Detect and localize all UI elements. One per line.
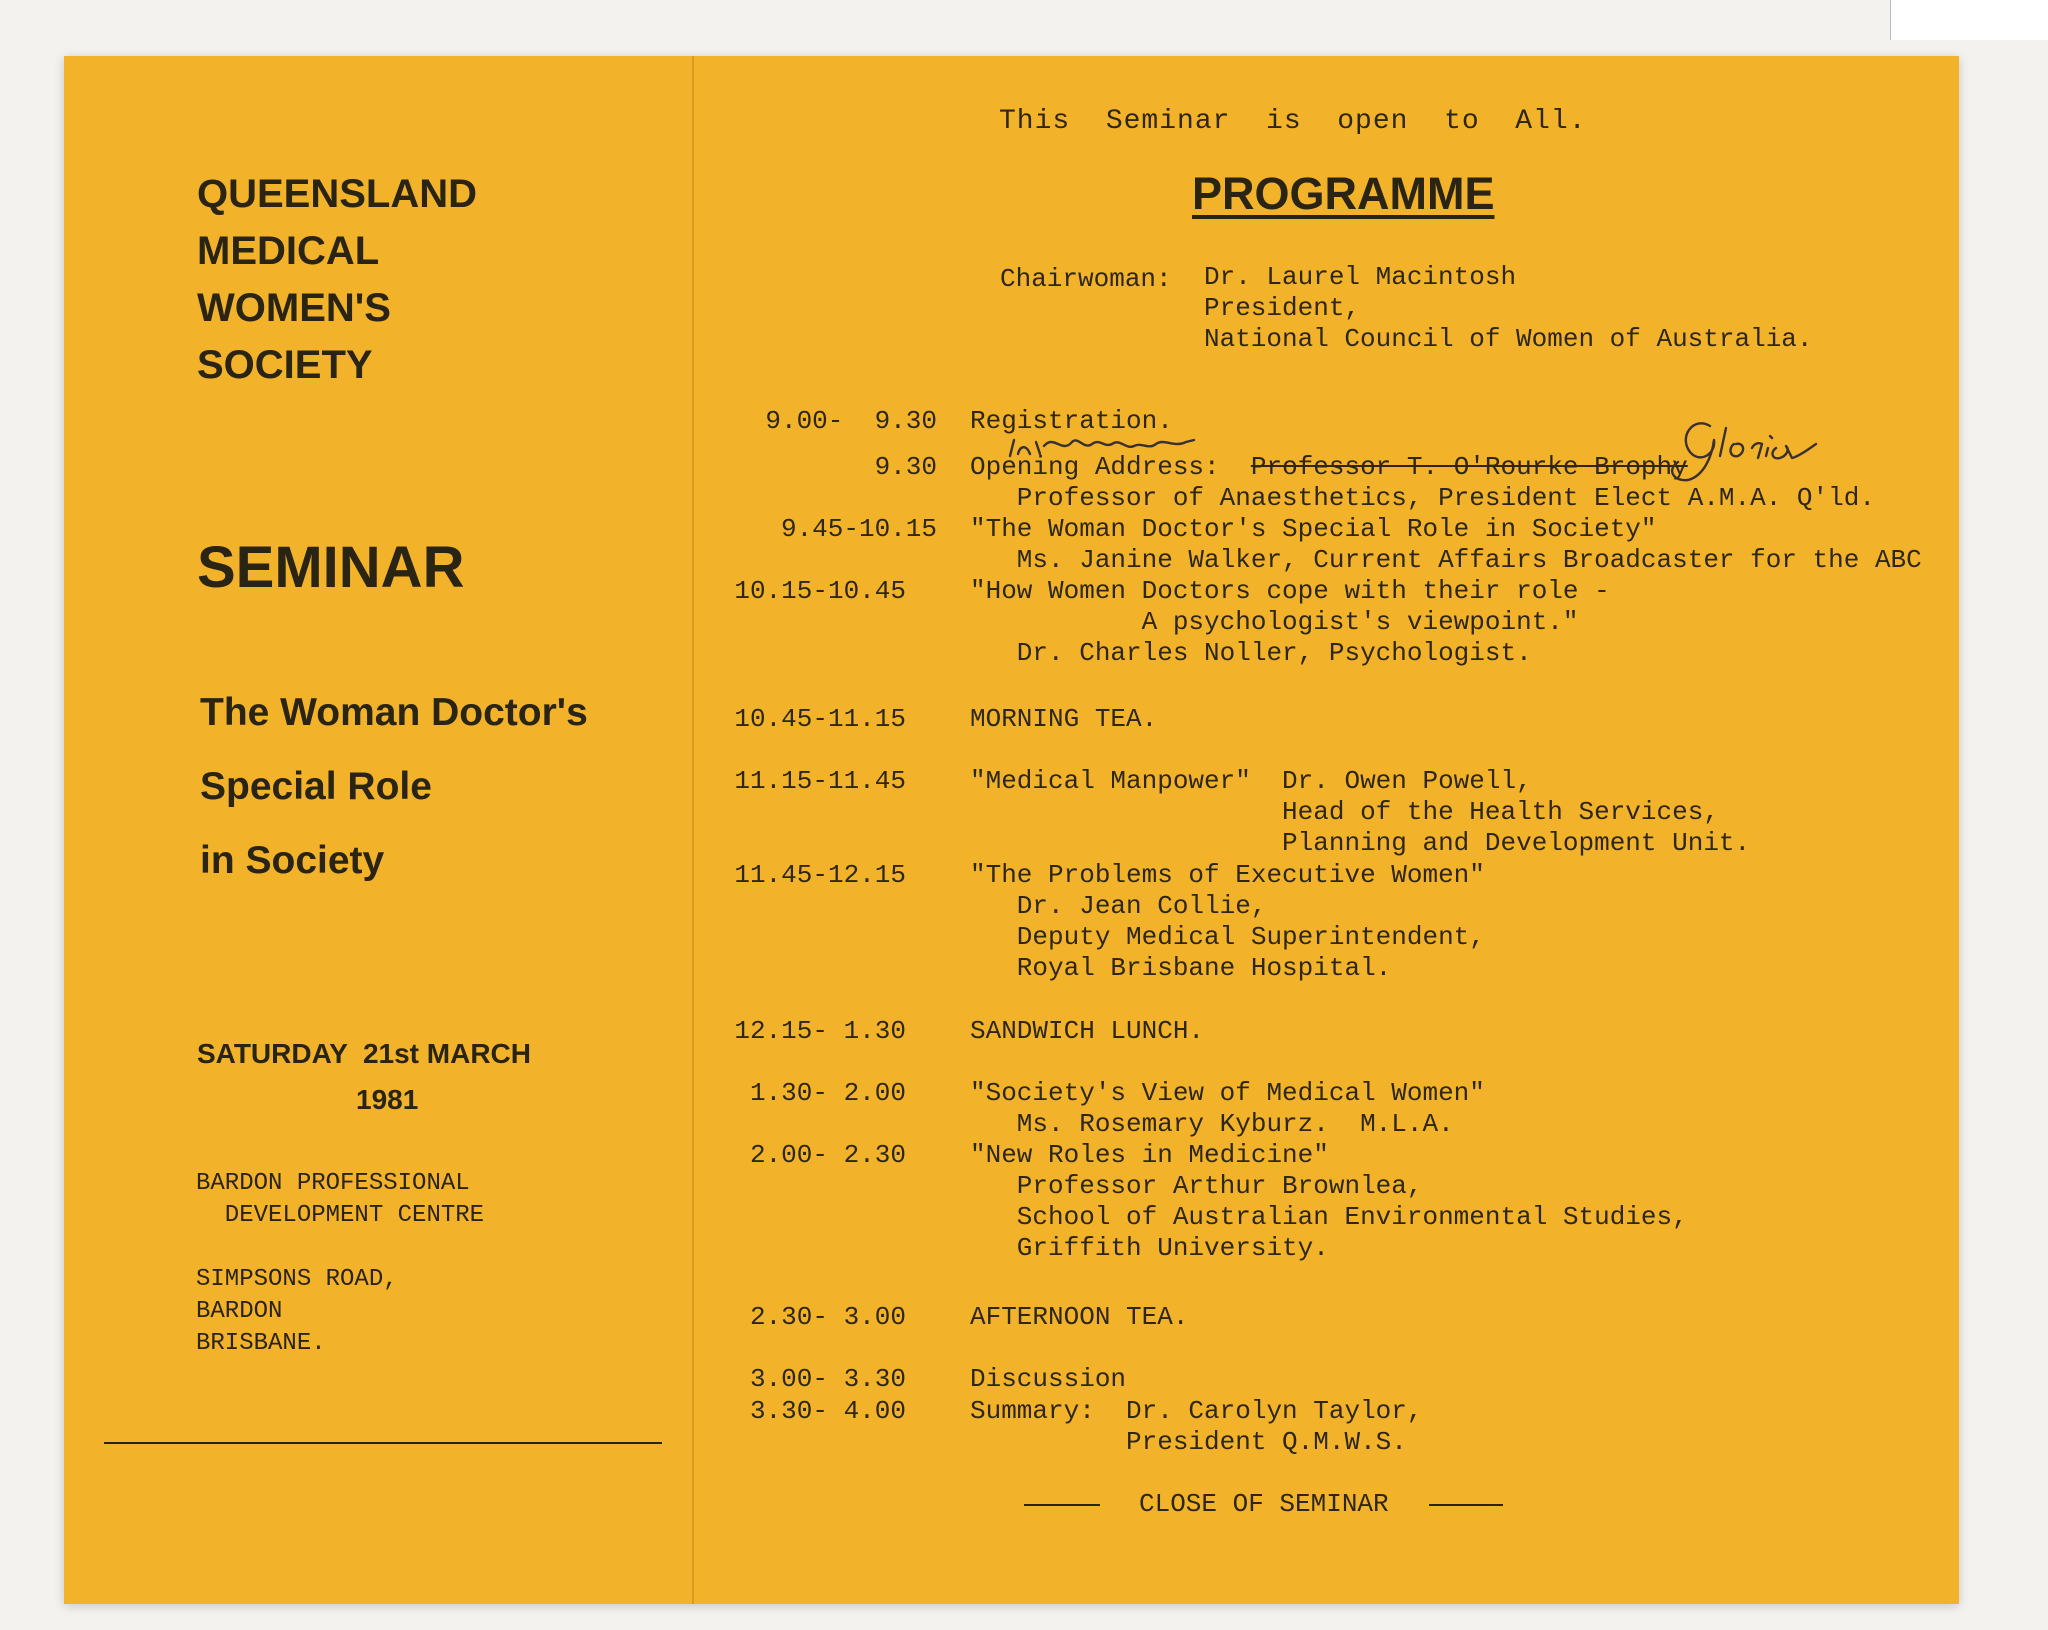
schedule-item: "The Woman Doctor's Special Role in Society" Ms. Janine Walker, Current Affairs Broadcaster for the ABC xyxy=(970,514,1922,575)
schedule-time: 2.30- 3.00 xyxy=(749,1302,906,1332)
background-edge xyxy=(1890,0,2048,40)
venue: BARDON PROFESSIONAL DEVELOPMENT CENTRE xyxy=(196,1170,485,1229)
schedule-time: 12.15- 1.30 xyxy=(734,1016,906,1046)
year-line: 1981 xyxy=(356,1084,419,1115)
schedule-time: 9.30 xyxy=(874,452,937,482)
schedule-time: 3.00- 3.30 xyxy=(749,1364,906,1394)
open-notice: This Seminar is open to All. xyxy=(999,106,1587,137)
seminar-label: SEMINAR xyxy=(197,535,465,600)
schedule-time: 11.45-12.15 xyxy=(734,860,906,890)
title-line-3: in Society xyxy=(200,839,385,882)
schedule-item: MORNING TEA. xyxy=(970,704,1158,734)
schedule-time: 11.15-11.45 xyxy=(734,766,906,796)
schedule-item: "The Problems of Executive Women" Dr. Jean Collie, Deputy Medical Superintendent, Royal Brisbane Hospital. xyxy=(970,860,1485,983)
schedule-time: 1.30- 2.00 xyxy=(749,1078,906,1108)
title-line-1: The Woman Doctor's xyxy=(200,691,588,734)
schedule-item: "Society's View of Medical Women" Ms. Rosemary Kyburz. M.L.A. xyxy=(970,1078,1485,1139)
date-line: SATURDAY 21st MARCH xyxy=(197,1038,531,1069)
close-of-seminar: CLOSE OF SEMINAR xyxy=(1139,1489,1389,1519)
society-line-4: SOCIETY xyxy=(197,343,373,387)
schedule-item: "New Roles in Medicine" Professor Arthur Brownlea, School of Australian Environmental Studies, Griffith University. xyxy=(970,1140,1688,1263)
schedule-time: 2.00- 2.30 xyxy=(749,1140,906,1170)
schedule-time: 10.15-10.45 xyxy=(734,576,906,606)
programme-heading: PROGRAMME xyxy=(1192,168,1495,219)
schedule-item: Summary: Dr. Carolyn Taylor, President Q.M.W.S. xyxy=(970,1396,1423,1457)
schedule-item: AFTERNOON TEA. xyxy=(970,1302,1189,1332)
title-line-2: Special Role xyxy=(200,765,432,808)
handwritten-introduction xyxy=(1010,440,1194,456)
schedule-time: 3.30- 4.00 xyxy=(749,1396,906,1426)
schedule-time: 9.00- 9.30 xyxy=(765,406,937,436)
struck-speaker: Professor T. O'Rourke Brophy xyxy=(1250,452,1688,482)
speaker-title: Professor of Anaesthetics, President Elect A.M.A. Q'ld. xyxy=(1016,483,1875,513)
chair-label: Chairwoman: xyxy=(1000,264,1172,294)
opening-address-label: Opening Address: xyxy=(970,452,1251,482)
chair-details: Dr. Laurel Macintosh President, National Council of Women of Australia. xyxy=(1204,262,1813,354)
schedule-item: Registration. xyxy=(970,406,1173,436)
society-line-1: QUEENSLAND xyxy=(197,172,478,216)
schedule-item: SANDWICH LUNCH. xyxy=(970,1016,1205,1046)
schedule-time: 10.45-11.15 xyxy=(734,704,906,734)
schedule-item: "Medical Manpower" Dr. Owen Powell, Head of the Health Services, Planning and Development Unit. xyxy=(970,766,1751,858)
handwritten-annotations xyxy=(64,56,1959,1604)
address: SIMPSONS ROAD, BARDON BRISBANE. xyxy=(196,1266,398,1357)
schedule-item: "How Women Doctors cope with their role - A psychologist's viewpoint." Dr. Charles Noller, Psychologist. xyxy=(970,576,1610,668)
schedule-item: Discussion xyxy=(970,1364,1127,1394)
schedule-time: 9.45-10.15 xyxy=(780,514,937,544)
society-line-2: MEDICAL xyxy=(197,229,380,273)
seminar-flyer xyxy=(64,56,1959,1604)
society-line-3: WOMEN'S xyxy=(197,286,391,330)
handwritten-gloria xyxy=(1672,423,1816,480)
